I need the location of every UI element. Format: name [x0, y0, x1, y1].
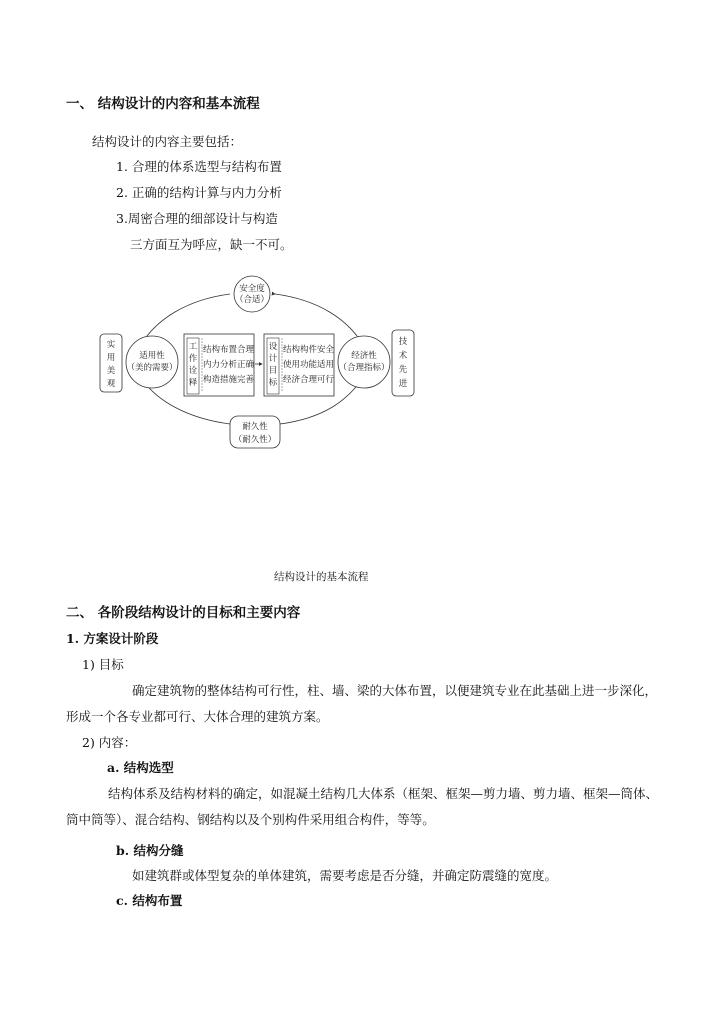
section1-item-3: 3.周密合理的细部设计与构造	[116, 211, 278, 226]
section2-heading: 二、 各阶段结构设计的目标和主要内容	[66, 605, 301, 621]
work-line-3: 构造措施完善	[203, 375, 255, 385]
section1-intro: 结构设计的内容主要包括：	[92, 134, 243, 149]
item-a-line-1: 结构体系及结构材料的确定，如混凝土结构几大体系（框架、框架—剪力墙、剪力墙、框架—筒体、	[108, 786, 659, 801]
section1-heading: 一、 结构设计的内容和基本流程	[66, 96, 260, 112]
applicability-node	[126, 336, 178, 388]
economy-label: 经济性	[351, 351, 377, 361]
goal-line-2: 形成一个各专业都可行、大体合理的建筑方案。	[66, 709, 329, 724]
goal-line-1: 结构构件安全	[283, 345, 335, 355]
tech-char-2: 术	[398, 351, 408, 361]
work-label-4: 释	[188, 378, 198, 388]
durability-label: 耐久性	[242, 422, 268, 432]
section1-item-1: 1. 合理的体系选型与结构布置	[116, 159, 282, 174]
tech-char-3: 先	[398, 365, 408, 375]
applicability-label: 适用性	[139, 351, 165, 361]
content-label: 2) 内容：	[82, 735, 137, 750]
practical-char-2: 用	[106, 353, 116, 363]
work-label-1: 工	[188, 342, 198, 352]
section1-item-2: 2. 正确的结构计算与内力分析	[116, 185, 282, 200]
practical-char-3: 美	[106, 366, 116, 376]
section1-note: 三方面互为呼应，缺一不可。	[130, 237, 293, 252]
design-flow-diagram	[90, 272, 420, 462]
durability-sub: （耐久性）	[233, 435, 277, 445]
tech-char-1: 技	[398, 337, 408, 347]
goal-label: 1) 目标	[82, 657, 124, 672]
work-line-1: 结构布置合理	[203, 345, 255, 355]
item-b-line-1: 如建筑群或体型复杂的单体建筑，需要考虑是否分缝，并确定防震缝的宽度。	[132, 868, 558, 883]
flow-arc-top-right	[275, 294, 360, 340]
economy-sub: （合理指标）	[338, 363, 390, 373]
goal-line-1: 确定建筑物的整体结构可行性，柱、墙、梁的大体布置，以便建筑专业在此基础上进一步深化，	[132, 683, 658, 698]
safety-sub: （合适）	[234, 295, 270, 305]
goal-label-2: 计	[268, 354, 278, 364]
tech-char-4: 进	[398, 379, 408, 389]
item-a-line-2: 筒中筒等）、混合结构、钢结构以及个别构件采用组合构件，等等。	[66, 812, 435, 827]
goal-line-3: 经济合理可行	[283, 375, 335, 385]
goal-label-3: 目	[268, 366, 278, 376]
goal-label-4: 标	[268, 378, 278, 388]
goal-label-1: 设	[268, 342, 278, 352]
item-b-title: b. 结构分缝	[116, 843, 184, 858]
item-c-title: c. 结构布置	[116, 893, 183, 908]
work-label-3: 诠	[188, 366, 198, 376]
goal-line-2: 使用功能适用	[283, 360, 335, 370]
work-label-2: 作	[188, 354, 198, 364]
item-a-title: a. 结构选型	[107, 760, 174, 775]
diagram-caption: 结构设计的基本流程	[274, 571, 369, 583]
section2-sub1: 1. 方案设计阶段	[66, 631, 159, 646]
practical-char-4: 观	[106, 379, 116, 389]
safety-node	[234, 276, 270, 312]
flow-arc-top-left	[144, 294, 230, 340]
practical-char-1: 实	[106, 340, 116, 350]
safety-label: 安全度	[239, 284, 265, 294]
applicability-sub: （美的需要）	[126, 363, 178, 373]
economy-node	[338, 336, 390, 388]
work-line-2: 内力分析正确	[203, 360, 255, 370]
